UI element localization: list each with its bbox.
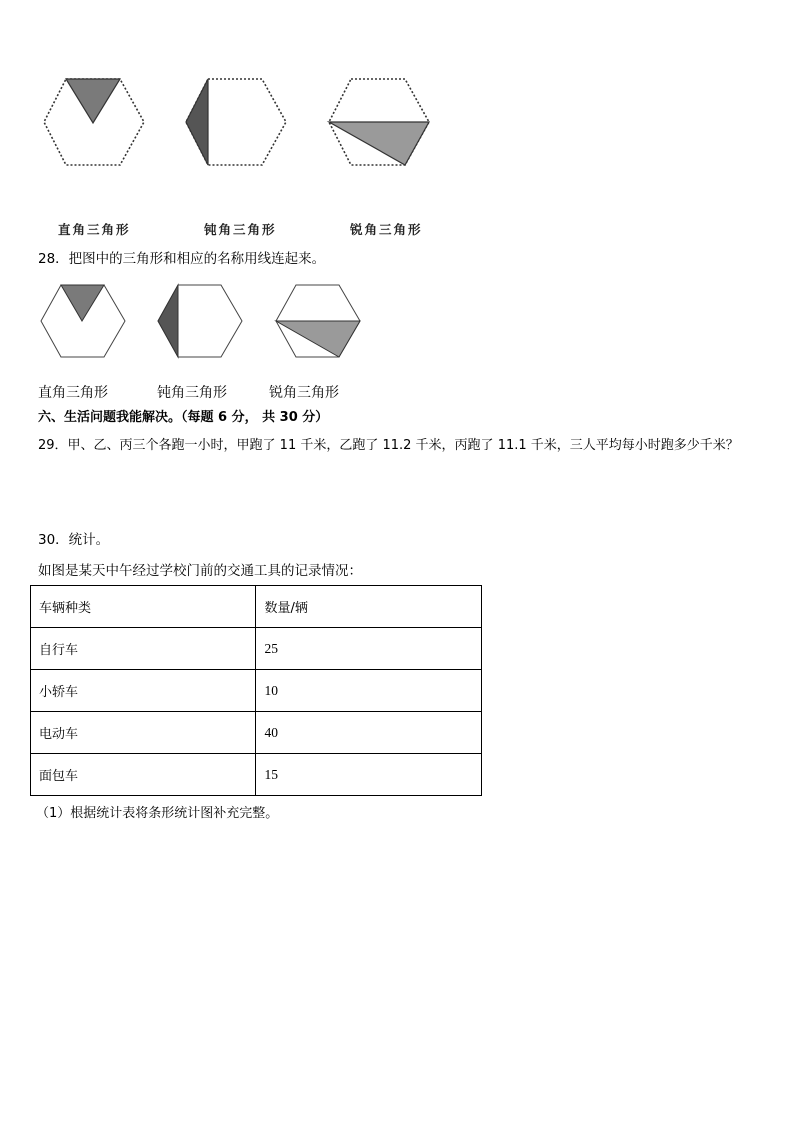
- q28-label-obtuse: 钝角三角形: [157, 385, 227, 401]
- table-cell: 电动车: [31, 712, 256, 754]
- table-row: [31, 670, 482, 712]
- top-label-obtuse: 钝角三角形: [204, 222, 277, 237]
- table-header-cell: 车辆种类: [31, 586, 256, 628]
- q30-sub1: （1）根据统计表将条形统计图补充完整。: [36, 806, 279, 821]
- vehicle-stat-table: [30, 585, 482, 796]
- q28-label-right: 直角三角形: [38, 385, 108, 401]
- section-heading: 六、生活问题我能解决。（每题 6 分， 共 30 分）: [38, 410, 329, 425]
- table-cell: 自行车: [31, 628, 256, 670]
- table-header-cell: 数量/辆: [256, 586, 482, 628]
- table-cell: 40: [256, 712, 482, 754]
- top-label-acute: 锐角三角形: [350, 222, 423, 237]
- table-cell: 15: [256, 754, 482, 796]
- table-header-row: [31, 586, 482, 628]
- top-hexagon-acute-triangle: [325, 76, 435, 168]
- q28-hexagon-right-triangle: [40, 284, 126, 358]
- q28-hexagon-obtuse-triangle: [157, 284, 243, 358]
- table-cell: 面包车: [31, 754, 256, 796]
- table-cell: 小轿车: [31, 670, 256, 712]
- top-hexagon-right-triangle: [40, 76, 150, 168]
- q30-intro: 如图是某天中午经过学校门前的交通工具的记录情况：: [38, 563, 362, 579]
- q28-label-acute: 锐角三角形: [269, 385, 339, 401]
- table-cell: 10: [256, 670, 482, 712]
- table-cell: 25: [256, 628, 482, 670]
- table-row: [31, 628, 482, 670]
- top-hexagon-obtuse-triangle: [182, 76, 292, 168]
- table-row: [31, 754, 482, 796]
- table-row: [31, 712, 482, 754]
- q29-text: 29．甲、乙、丙三个各跑一小时，甲跑了 11 千米，乙跑了 11.2 千米，丙跑了 11.1 千米，三人平均每小时跑多少千米？: [38, 438, 739, 453]
- top-label-right: 直角三角形: [58, 222, 131, 237]
- q28-hexagon-acute-triangle: [275, 284, 361, 358]
- q30-title: 30．统计。: [38, 532, 110, 548]
- q28-text: 28．把图中的三角形和相应的名称用线连起来。: [38, 251, 326, 267]
